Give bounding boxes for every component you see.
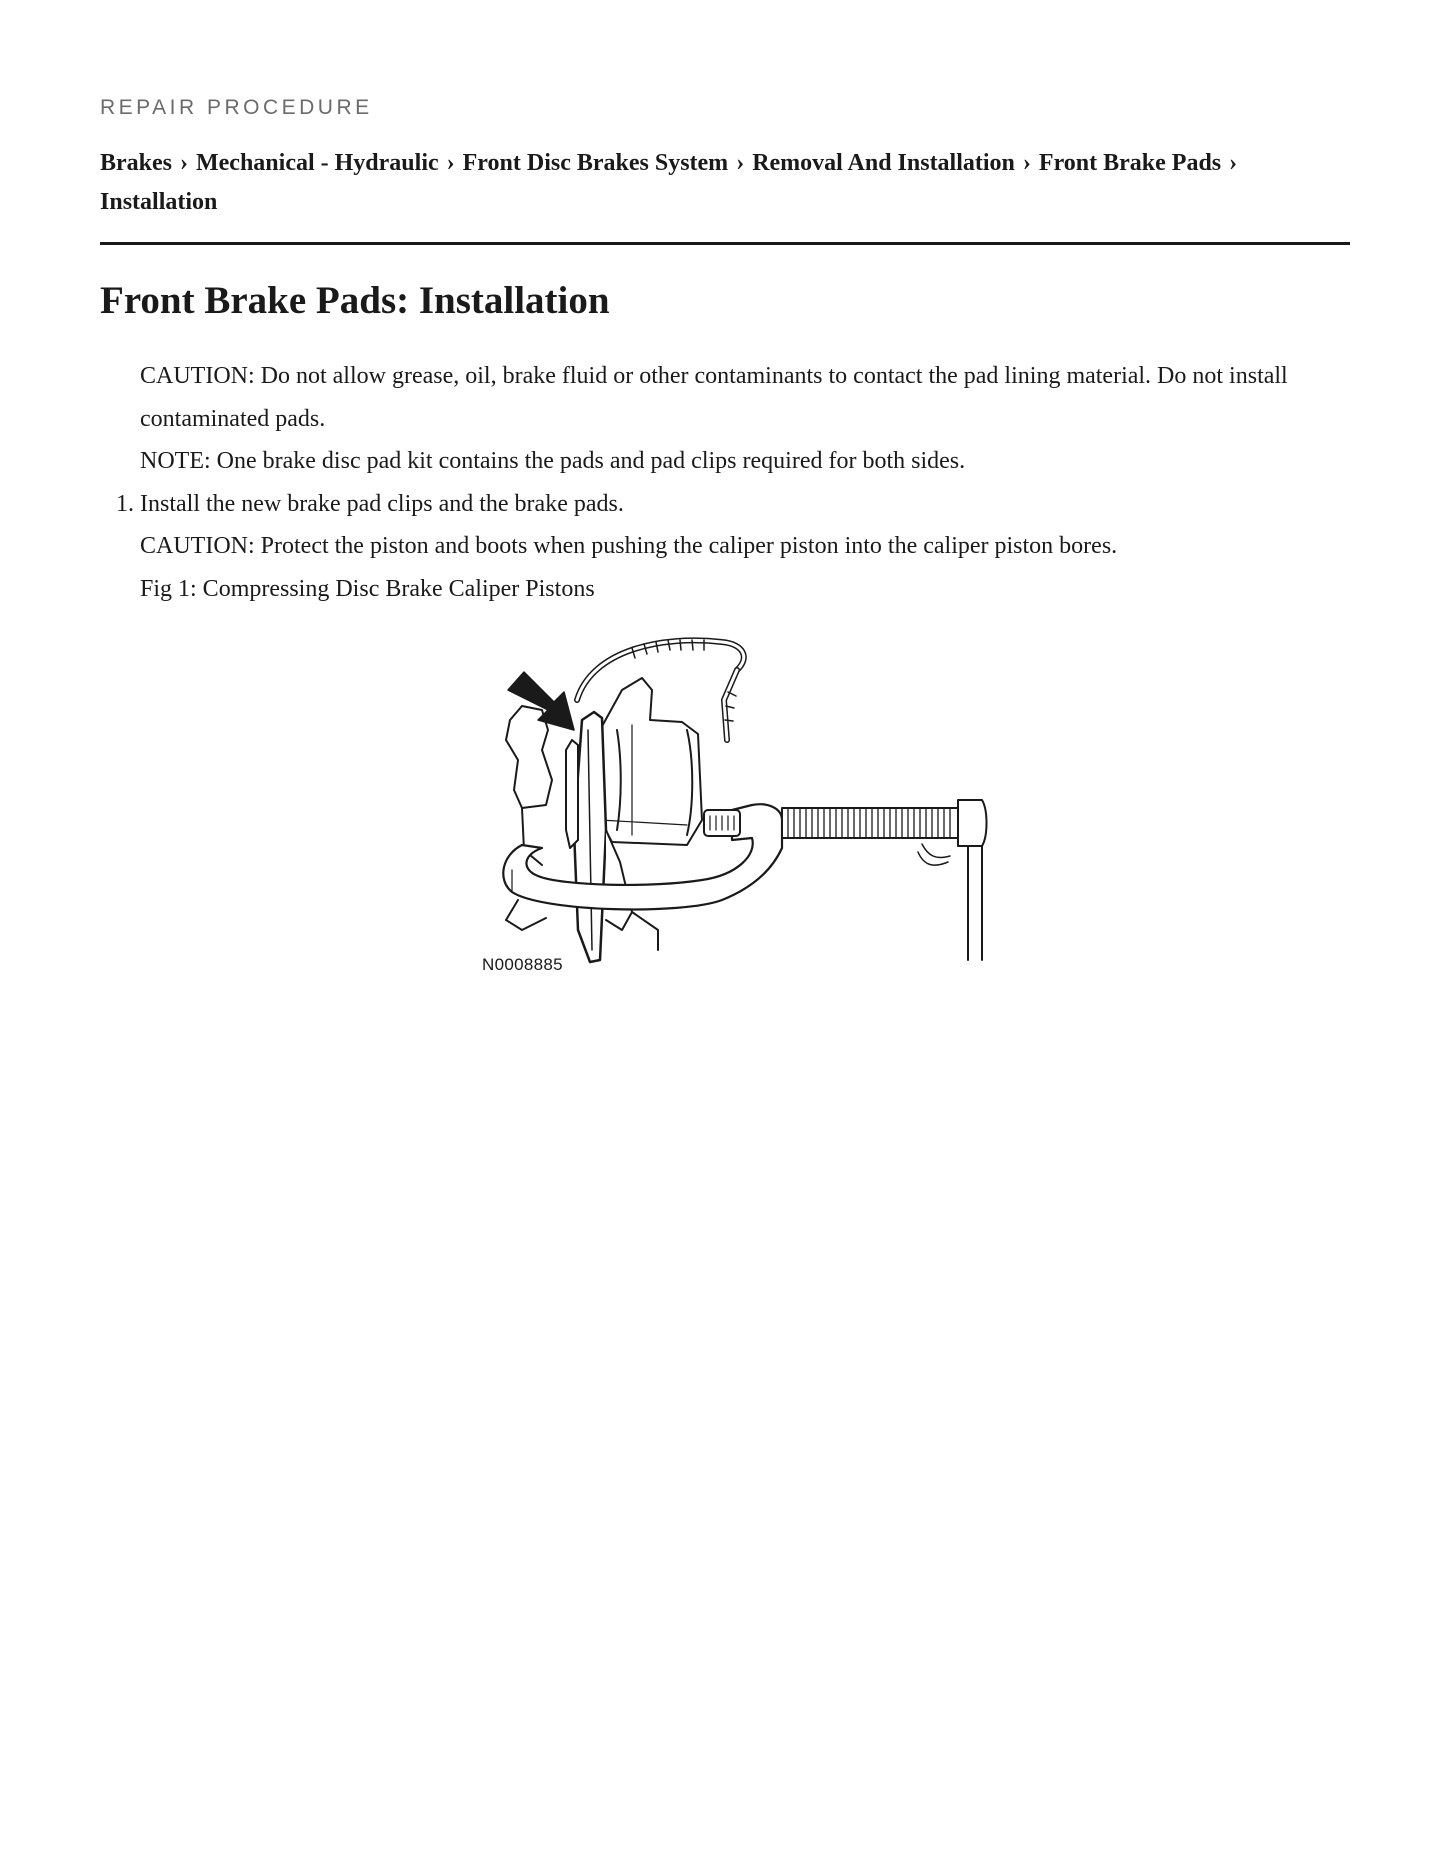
note-paragraph: NOTE: One brake disc pad kit contains the pads and pad clips required for both sides. [140,448,966,474]
breadcrumb-separator: › [446,150,455,176]
page-title: Front Brake Pads: Installation [100,279,610,322]
breadcrumb-item-removal-and-installation[interactable]: Removal And Installation [752,150,1015,176]
caliper-compression-illustration [482,630,1012,985]
breadcrumb-item-front-brake-pads[interactable]: Front Brake Pads [1038,150,1222,176]
breadcrumb [100,144,1350,245]
breadcrumb-item-installation: Installation [100,189,218,215]
procedure-content [100,355,1350,610]
caution-paragraph: CAUTION: Protect the piston and boots when pushing the caliper piston into the caliper piston bores. [140,533,1118,559]
document-page [100,92,1350,610]
breadcrumb-item-front-disc-brakes-system[interactable]: Front Disc Brakes System [462,150,729,176]
figure-caption: Fig 1: Compressing Disc Brake Caliper Pistons [140,575,595,602]
step-number: 1. [116,490,134,517]
figure-reference-code: N0008885 [482,955,563,974]
caution-paragraph: CAUTION: Do not allow grease, oil, brake fluid or other contaminants to contact the pad lining material. Do not install contaminated pads. [140,363,1288,432]
breadcrumb-item-mechanical-hydraulic[interactable]: Mechanical - Hydraulic [196,150,439,176]
step-text: Install the new brake pad clips and the brake pads. [140,490,624,517]
step-item [100,483,1350,526]
breadcrumb-separator: › [736,150,745,176]
breadcrumb-separator: › [1022,150,1031,176]
breadcrumb-item-brakes[interactable]: Brakes [100,150,172,176]
doc-type-label: REPAIR PROCEDURE [100,96,373,119]
breadcrumb-separator: › [180,150,188,176]
breadcrumb-separator: › [1229,150,1238,176]
